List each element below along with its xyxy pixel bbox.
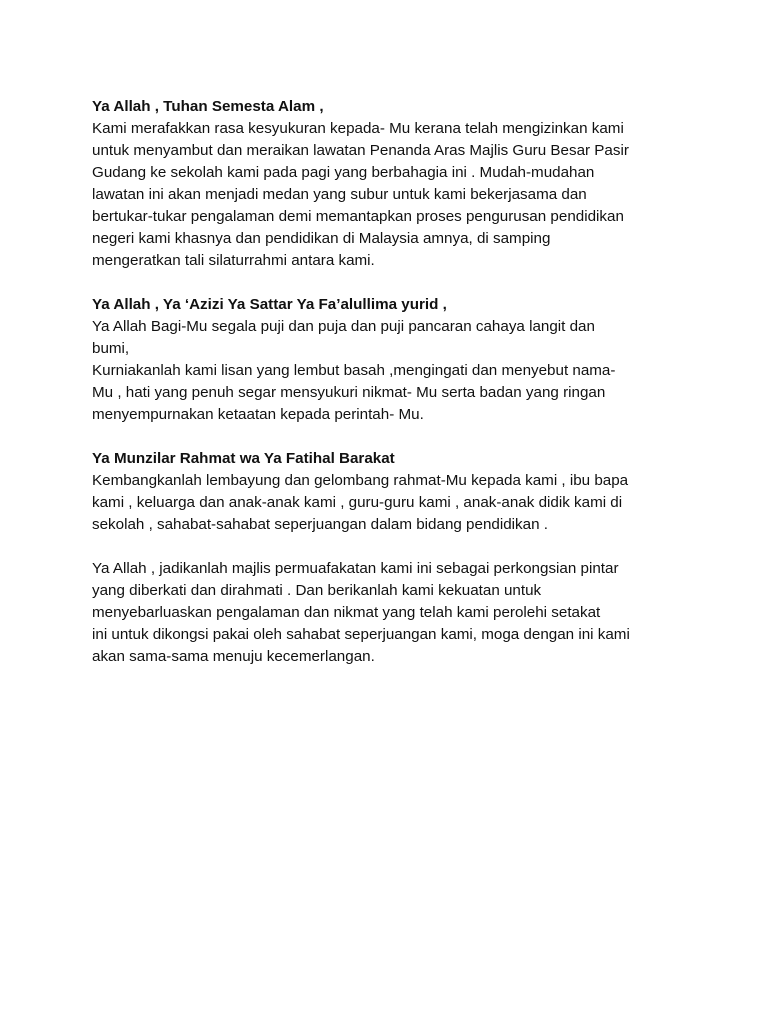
paragraph-line: Gudang ke sekolah kami pada pagi yang berbahagia ini . Mudah-mudahan	[92, 164, 595, 181]
paragraph-line: bertukar-tukar pengalaman demi memantapkan proses pengurusan pendidikan	[92, 208, 624, 225]
paragraph-line: menyempurnakan ketaatan kepada perintah- Mu.	[92, 406, 424, 423]
paragraph-line: untuk menyambut dan meraikan lawatan Penanda Aras Majlis Guru Besar Pasir	[92, 142, 629, 159]
section-opening-prayer	[92, 96, 712, 272]
paragraph-line: akan sama-sama menuju kecemerlangan.	[92, 648, 375, 665]
paragraph-line: ini untuk dikongsi pakai oleh sahabat seperjuangan kami, moga dengan ini kami	[92, 626, 630, 643]
section-heading: Ya Allah , Tuhan Semesta Alam ,	[92, 98, 324, 115]
paragraph-line: Kembangkanlah lembayung dan gelombang rahmat-Mu kepada kami , ibu bapa	[92, 472, 629, 489]
paragraph-line: Ya Allah Bagi-Mu segala puji dan puja dan puji pancaran cahaya langit dan	[92, 318, 595, 335]
section-blessings	[92, 448, 712, 536]
paragraph-line: Mu , hati yang penuh segar mensyukuri nikmat- Mu serta badan yang ringan	[92, 384, 606, 401]
paragraph-line: bumi,	[92, 340, 130, 357]
paragraph-line: yang diberkati dan dirahmati . Dan berikanlah kami kekuatan untuk	[92, 582, 542, 599]
paragraph-line: lawatan ini akan menjadi medan yang subur untuk kami bekerjasama dan	[92, 186, 587, 203]
section-heading: Ya Allah , Ya ‘Azizi Ya Sattar Ya Fa’alullima yurid ,	[92, 296, 447, 313]
section-closing-prayer	[92, 558, 712, 668]
paragraph-line: sekolah , sahabat-sahabat seperjuangan dalam bidang pendidikan .	[92, 516, 548, 533]
paragraph-line: Kami merafakkan rasa kesyukuran kepada- Mu kerana telah mengizinkan kami	[92, 120, 624, 137]
section-heading: Ya Munzilar Rahmat wa Ya Fatihal Barakat	[92, 450, 395, 467]
paragraph-line: menyebarluaskan pengalaman dan nikmat yang telah kami perolehi setakat	[92, 604, 601, 621]
paragraph-line: kami , keluarga dan anak-anak kami , guru-guru kami , anak-anak didik kami di	[92, 494, 623, 511]
paragraph-line: mengeratkan tali silaturrahmi antara kami.	[92, 252, 375, 269]
section-praise	[92, 294, 712, 426]
paragraph-line: negeri kami khasnya dan pendidikan di Malaysia amnya, di samping	[92, 230, 551, 247]
document-page	[92, 96, 712, 690]
paragraph-line: Ya Allah , jadikanlah majlis permuafakatan kami ini sebagai perkongsian pintar	[92, 560, 619, 577]
paragraph-line: Kurniakanlah kami lisan yang lembut basah ,mengingati dan menyebut nama-	[92, 362, 616, 379]
